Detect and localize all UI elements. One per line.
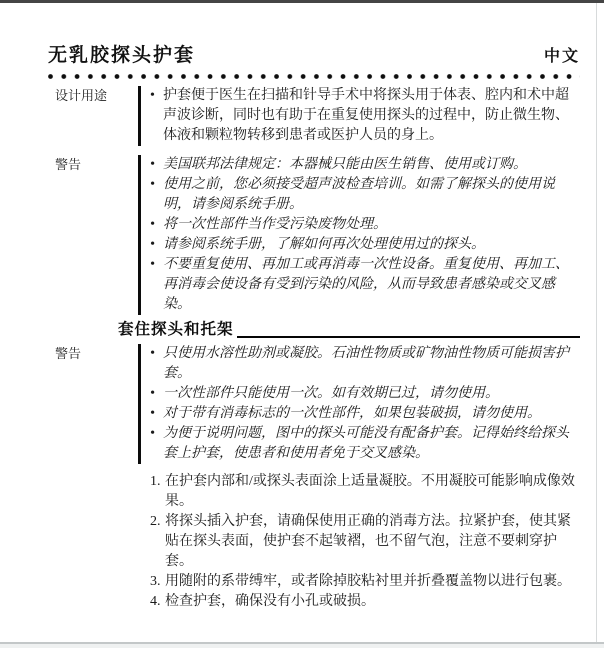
intended-use-label: 设计用途 bbox=[55, 88, 108, 103]
covering-heading-text: 套住探头和托架 bbox=[118, 321, 234, 338]
covering-warning-bullet-list bbox=[141, 344, 578, 464]
warning-bullet: • 为便于说明问题，图中的探头可能没有配备护套。记得始终给探头套上护套，使患者和使用者免于交叉感染。 bbox=[150, 424, 578, 464]
warning-bullet: • 只使用水溶性助剂或凝胶。石油性物质或矿物油性物质可能损害护套。 bbox=[150, 344, 578, 384]
warning-bullet: • 对于带有消毒标志的一次性部件，如果包装破损，请勿使用。 bbox=[150, 404, 578, 424]
section-warnings-covering bbox=[0, 344, 604, 464]
warning-bullet: • 美国联邦法律规定：本器械只能由医生销售、使用或订购。 bbox=[150, 155, 578, 175]
warning-bullet: • 不要重复使用、再加工或再消毒一次性设备。重复使用、再加工、再消毒会使设备有受到污染的风险，从而导致患者感染或交叉感染。 bbox=[150, 255, 578, 315]
warning-bullet: • 将一次性部件当作受污染废物处理。 bbox=[150, 215, 578, 235]
page-top-edge bbox=[0, 0, 604, 3]
warning-bullet: • 请参阅系统手册，了解如何再次处理使用过的探头。 bbox=[150, 235, 578, 255]
procedure-step-list bbox=[150, 472, 578, 612]
procedure-step: 在护套内部和/或探头表面涂上适量凝胶。不用凝胶可能影响成像效果。 bbox=[165, 474, 575, 509]
section-intended-use bbox=[0, 86, 604, 146]
document-body bbox=[0, 79, 604, 612]
warning-bullet: • 使用之前，您必须接受超声波检查培训。如需了解探头的使用说明，请参阅系统手册。 bbox=[150, 175, 578, 215]
page-bottom-edge bbox=[0, 642, 604, 648]
warning-bullet-list bbox=[141, 155, 578, 315]
intended-use-bullet-list bbox=[141, 86, 578, 146]
warning-label: 警告 bbox=[55, 157, 82, 172]
procedure-step: 用随附的系带缚牢，或者除掉胶粘衬里并折叠覆盖物以进行包裹。 bbox=[165, 574, 571, 589]
page-right-edge bbox=[596, 3, 597, 642]
document-header bbox=[0, 0, 604, 67]
covering-section-heading bbox=[118, 320, 580, 340]
intended-use-bullet: • 护套便于医生在扫描和针导手术中将探头用于体表、腔内和术中超声波诊断，同时也有助于在重复使用探头的过程中，防止微生物、体液和颗粒物转移到患者或医护人员的身上。 bbox=[150, 86, 578, 146]
language-label: 中文 bbox=[543, 48, 580, 65]
warning-bullet: • 一次性部件只能使用一次。如有效期已过，请勿使用。 bbox=[150, 384, 578, 404]
procedure-step: 将探头插入护套，请确保使用正确的消毒方法。拉紧护套，使其紧贴在探头表面，使护套不起皱褶，也不留气泡，注意不要刺穿护套。 bbox=[165, 514, 571, 569]
procedure-step: 检查护套，确保没有小孔或破损。 bbox=[165, 594, 375, 609]
heading-underline bbox=[237, 336, 580, 338]
section-warnings-general bbox=[0, 155, 604, 315]
page-title: 无乳胶探头护套 bbox=[48, 45, 196, 66]
warning-label: 警告 bbox=[55, 346, 82, 361]
